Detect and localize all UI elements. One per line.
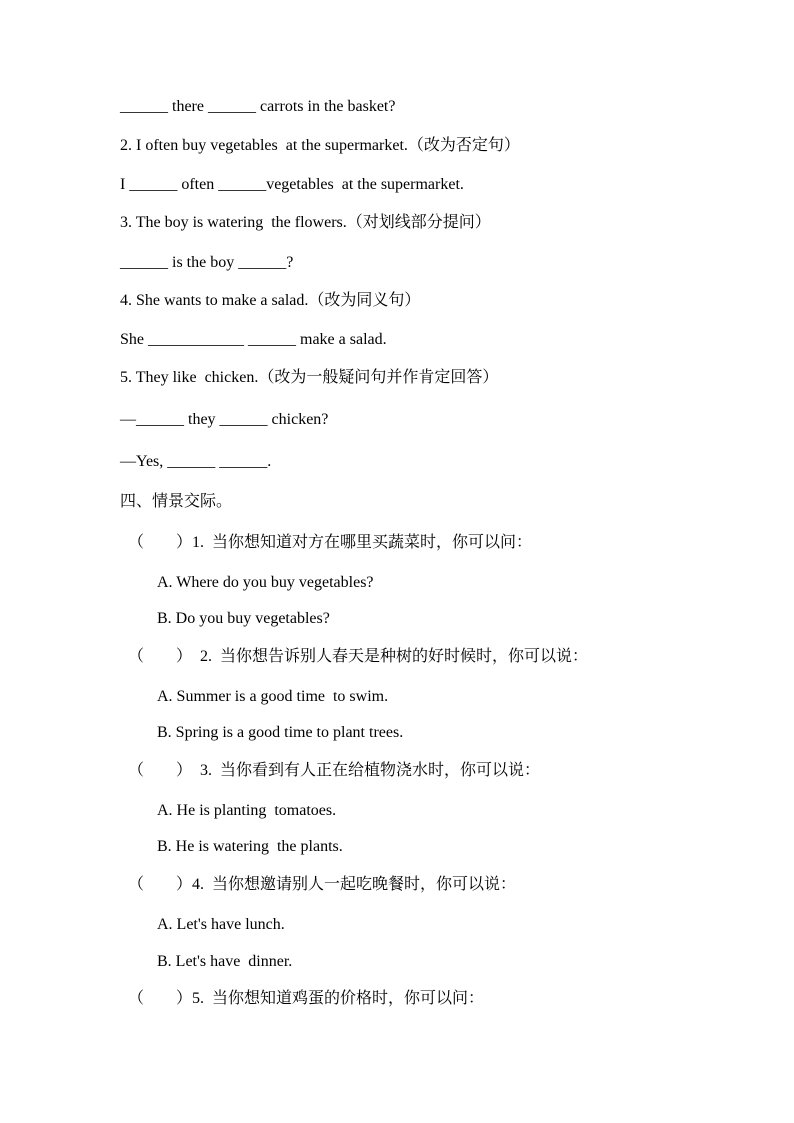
s4-q2-option-b: B. Spring is a good time to plant trees. [157,724,404,741]
q4-answer-line: She ____________ ______ make a salad. [120,331,387,348]
q3-prompt: 3. The boy is watering the flowers.（对划线部分提问） [120,214,491,231]
q3-answer-line: ______ is the boy ______? [120,254,294,271]
s4-q2-prompt: （ ） 2. 当你想告诉别人春天是种树的好时候时，你可以说： [128,648,589,665]
q2-answer-line: I ______ often ______vegetables at the supermarket. [120,176,464,193]
s4-q4-option-a: A. Let's have lunch. [157,916,285,933]
q2-prompt: 2. I often buy vegetables at the supermarket.（改为否定句） [120,137,520,154]
s4-q2-option-a: A. Summer is a good time to swim. [157,688,389,705]
s4-q1-option-a: A. Where do you buy vegetables? [157,574,374,591]
q1-answer-line: ______ there ______ carrots in the basket? [120,98,396,115]
s4-q3-prompt: （ ） 3. 当你看到有人正在给植物浇水时，你可以说： [128,762,541,779]
s4-q4-prompt: （ ）4. 当你想邀请别人一起吃晚餐时，你可以说： [128,876,517,893]
s4-q1-prompt: （ ）1. 当你想知道对方在哪里买蔬菜时，你可以问： [128,534,533,551]
s4-q3-option-a: A. He is planting tomatoes. [157,802,337,819]
s4-q1-option-b: B. Do you buy vegetables? [157,610,330,627]
q5-answer-line-a: —______ they ______ chicken? [120,411,329,428]
s4-q4-option-b: B. Let's have dinner. [157,953,293,970]
q5-prompt: 5. They like chicken.（改为一般疑问句并作肯定回答） [120,369,499,386]
q4-prompt: 4. She wants to make a salad.（改为同义句） [120,292,421,309]
s4-q5-prompt: （ ）5. 当你想知道鸡蛋的价格时，你可以问： [128,990,485,1007]
q5-answer-line-b: —Yes, ______ ______. [120,453,272,470]
section4-heading: 四、情景交际。 [120,493,233,510]
s4-q3-option-b: B. He is watering the plants. [157,838,343,855]
